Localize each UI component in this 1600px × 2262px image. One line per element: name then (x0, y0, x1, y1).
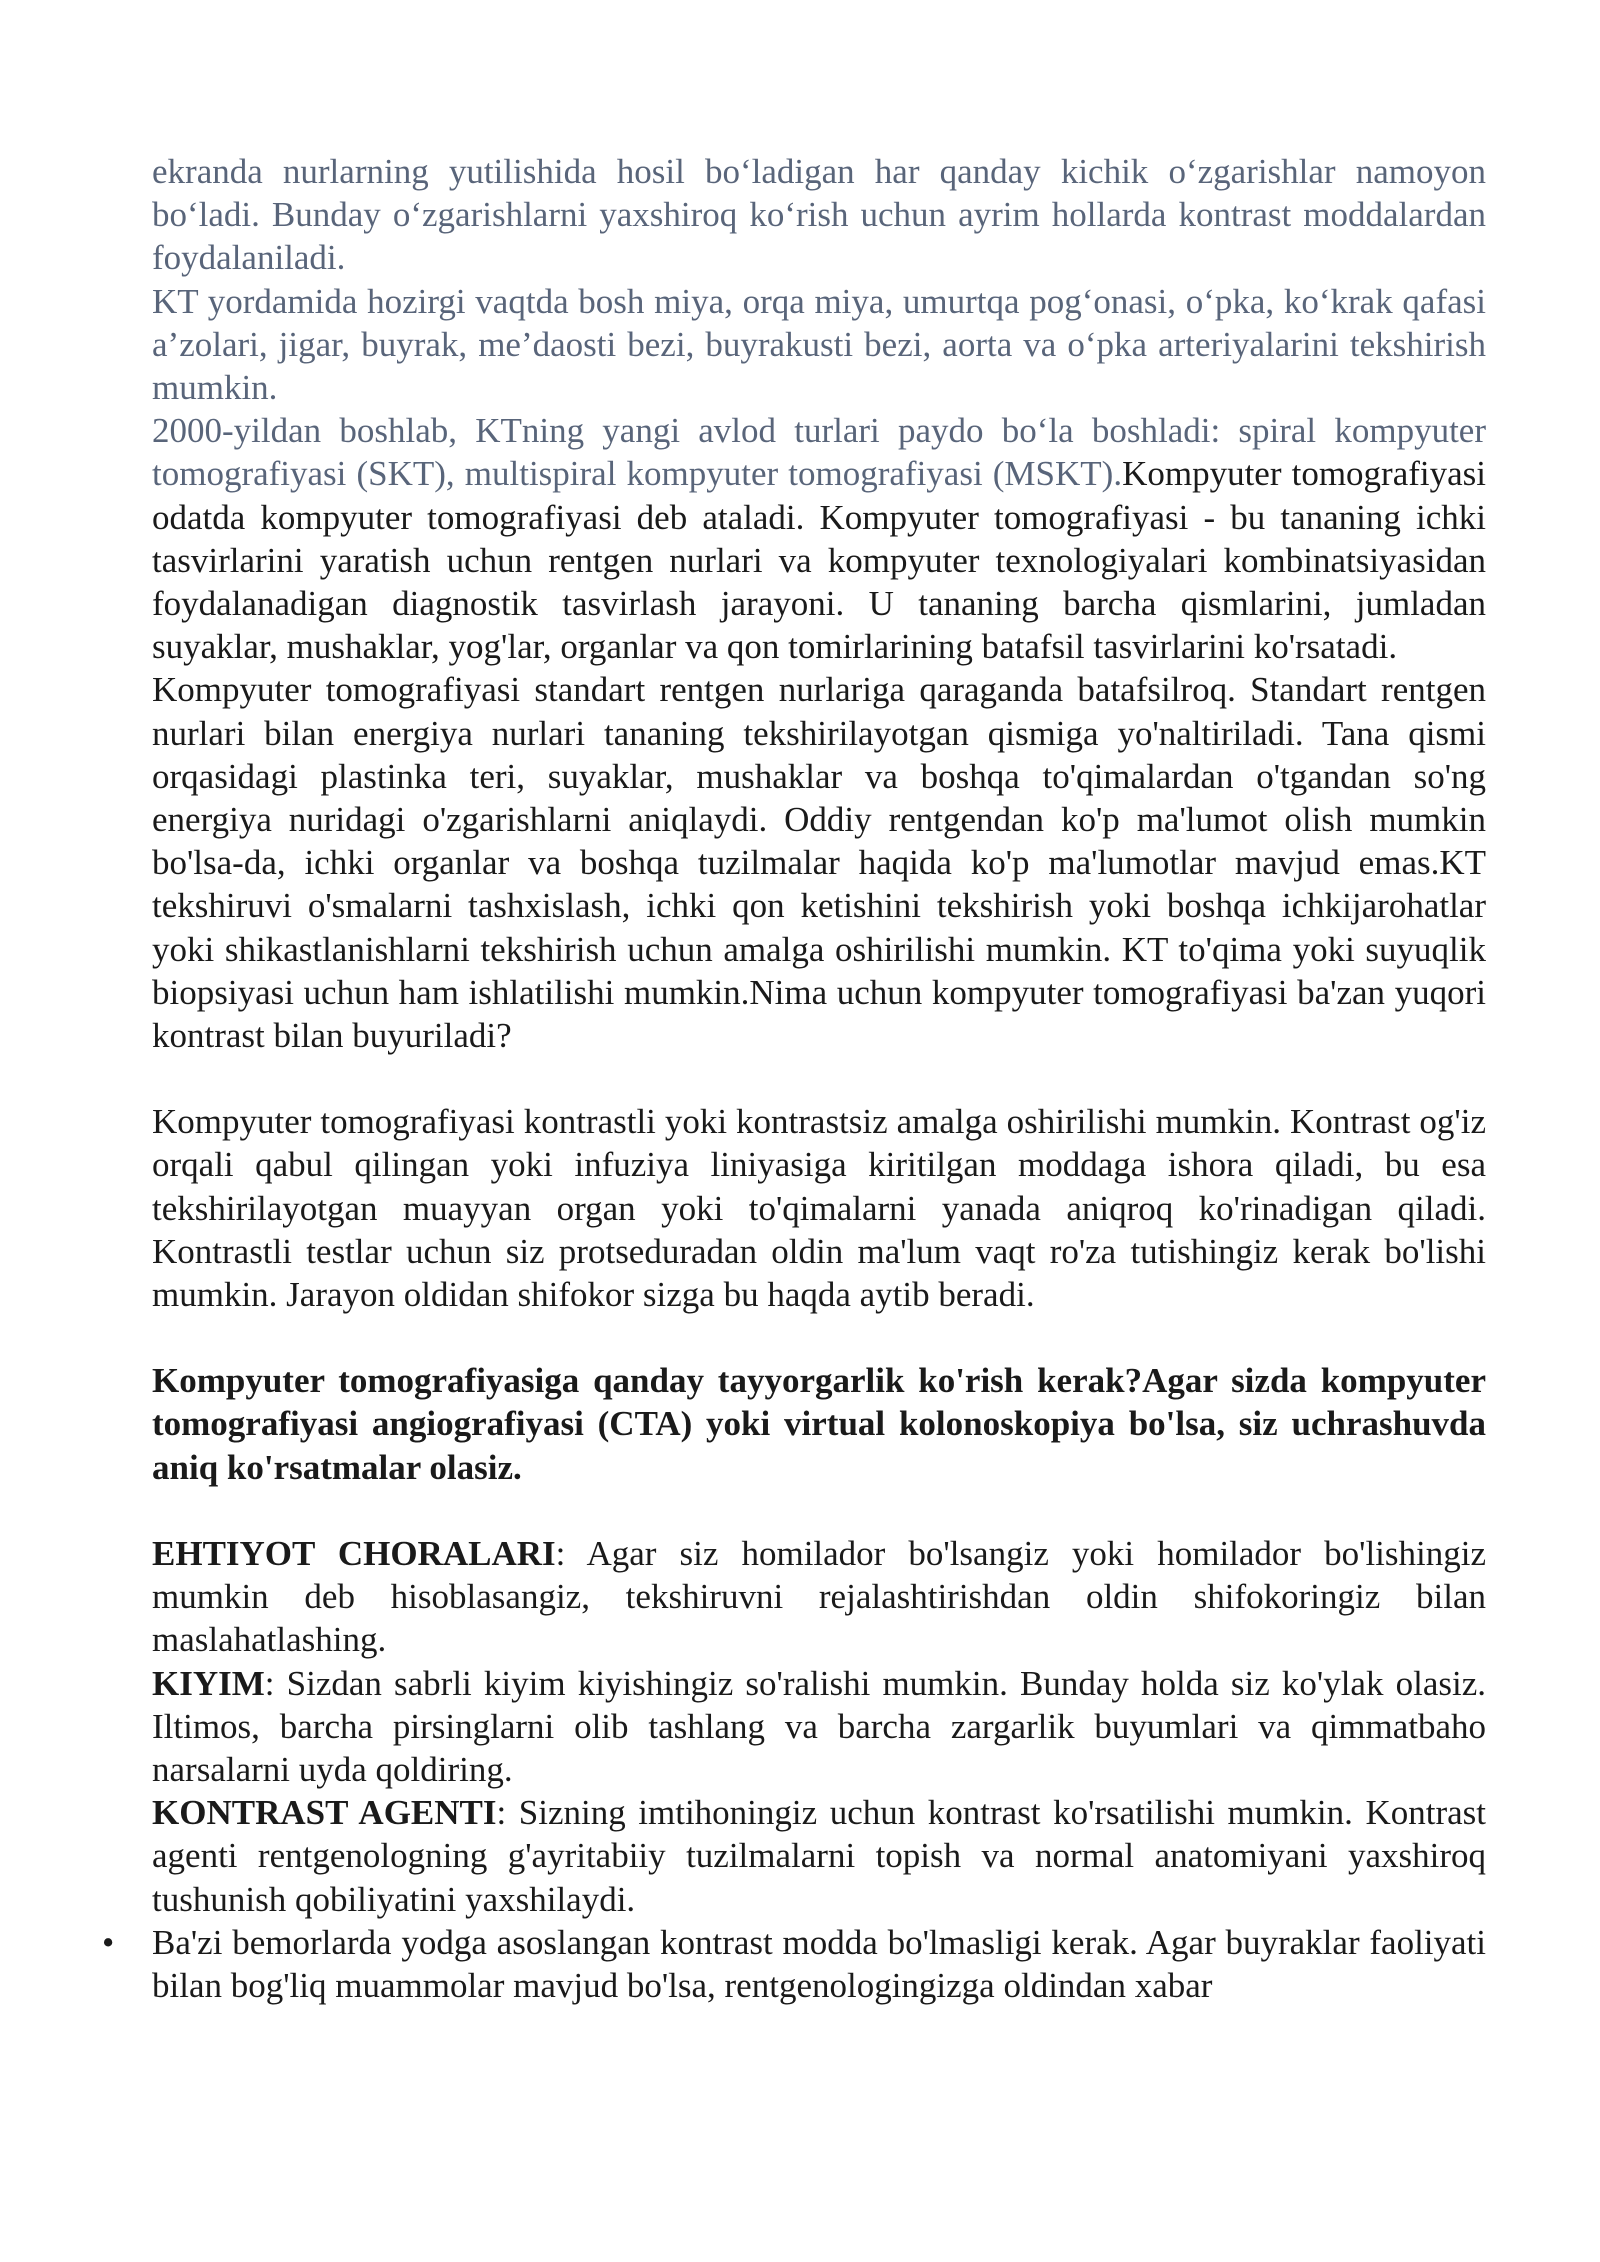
contrast-agent-text: : Sizning imtihoningiz uchun kontrast ko'rsatilishi mumkin. Kontrast agenti rentgenologning g'ayritabiiy tuzilmalarni topish va normal anatomiyani yaxshiroq tushunish qobiliyatini yaxshilaydi. (152, 1793, 1486, 1919)
document-page (102, 150, 1487, 2007)
paragraph-kt-definition: Kompyuter tomografiyasi odatda kompyuter tomografiyasi deb ataladi. Kompyuter tomografiyasi - bu tananing ichki tasvirlarini yaratish uchun rentgen nurlari va kompyuter texnologiyalari kombinatsiyasidan foydalanadigan diagnostik tasvirlash jarayoni. U tananing barcha qismlarini, jumladan suyaklar, mushaklar, yog'lar, organlar va qon tomirlarining batafsil tasvirlarini ko'rsatadi. (152, 454, 1486, 667)
precautions-text: : Agar siz homilador bo'lsangiz yoki homilador bo'lishingiz mumkin deb hisoblasangiz, tekshiruvni rejalashtirishdan oldin shifokoringiz bilan maslahatlashing. (152, 1533, 1487, 1660)
paragraph-clothing (152, 1662, 1486, 1792)
paragraph-kt-generations-gray: 2000-yildan boshlab, KTning yangi avlod turlari paydo bo‘la boshladi: spiral kompyuter tomografiyasi (SKT), multispiral kompyuter tomografiyasi (MSKT). (152, 411, 1486, 494)
paragraph-contrast: Kompyuter tomografiyasi kontrastli yoki kontrastsiz amalga oshirilishi mumkin. Kontrast og'iz orqali qabul qilingan yoki infuziya liniyasiga kiritilgan moddaga ishora qiladi, bu esa tekshirilayotgan muayyan organ yoki to'qimalarni yanada aniqroq ko'rinadigan qiladi. Kontrastli testlar uchun siz protseduradan oldin ma'lum vaqt ro'za tutishingiz kerak bo'lishi mumkin. Jarayon oldidan shifokor sizga bu haqda aytib beradi. (152, 1102, 1486, 1315)
paragraph-kt-generations (152, 409, 1486, 668)
paragraph-precautions (152, 1532, 1486, 1662)
bullet-icon: • (102, 1922, 115, 1962)
bullet-text: Ba'zi bemorlarda yodga asoslangan kontrast modda bo'lmasligi kerak. Agar buyraklar faoliyati bilan bog'liq muammolar mavjud bo'lsa, rentgenologingizga oldindan xabar (152, 1922, 1486, 2005)
paragraph-kt-vs-xray: Kompyuter tomografiyasi standart rentgen nurlariga qaraganda batafsilroq. Standart rentgen nurlari bilan energiya nurlari tananing tekshirilayotgan qismiga yo'naltiriladi. Tana qismi orqasidagi plastinka teri, suyaklar, mushaklar va boshqa to'qimalardan o'tgandan so'ng energiya nuridagi o'zgarishlarni aniqlaydi. Oddiy rentgendan ko'p ma'lumot olish mumkin bo'lsa-da, ichki organlar va boshqa tuzilmalar haqida ko'p ma'lumotlar mavjud emas.KT tekshiruvi o'smalarni tashxislash, ichki qon ketishini tekshirish yoki boshqa ichkijarohatlar yoki shikastlanishlarni tekshirish uchun amalga oshirilishi mumkin. KT to'qima yoki suyuqlik biopsiyasi uchun ham ishlatilishi mumkin.Nima uchun kompyuter tomografiyasi ba'zan yuqori kontrast bilan buyuriladi? (152, 670, 1486, 1056)
section-heading-preparation: Kompyuter tomografiyasiga qanday tayyorgarlik ko'rish kerak?Agar sizda kompyuter tomografiyasi angiografiyasi (CTA) yoki virtual kolonoskopiya bo'lsa, siz uchrashuvda aniq ko'rsatmalar olasiz. (152, 1361, 1486, 1487)
clothing-text: : Sizdan sabrli kiyim kiyishingiz so'ralishi mumkin. Bunday holda siz ko'ylak olasiz. Iltimos, barcha pirsinglarni olib tashlang va barcha zargarlik buyumlari va qimmatbaho narsalarni uyda qoldiring. (152, 1663, 1486, 1789)
spacer (152, 1489, 1486, 1532)
paragraph-contrast-agent (152, 1791, 1486, 1921)
clothing-term: KIYIM (152, 1663, 265, 1703)
precautions-term: EHTIYOT CHORALARI (152, 1533, 556, 1573)
contrast-agent-term: KONTRAST AGENTI (152, 1793, 497, 1833)
list-item (102, 1921, 1486, 2007)
spacer (152, 1316, 1486, 1359)
spacer (152, 1057, 1486, 1100)
paragraph-absorption: ekranda nurlarning yutilishida hosil bo‘ladigan har qanday kichik o‘zgarishlar namoyon bo‘ladi. Bunday o‘zgarishlarni yaxshiroq ko‘rish uchun ayrim hollarda kontrast moddalardan foydalaniladi. (152, 152, 1486, 278)
paragraph-kt-organs: KT yordamida hozirgi vaqtda bosh miya, orqa miya, umurtqa pog‘onasi, o‘pka, ko‘krak qafasi a’zolari, jigar, buyrak, me’daosti bezi, buyrakusti bezi, aorta va o‘pka arteriyalarini tekshirish mumkin. (152, 281, 1486, 408)
